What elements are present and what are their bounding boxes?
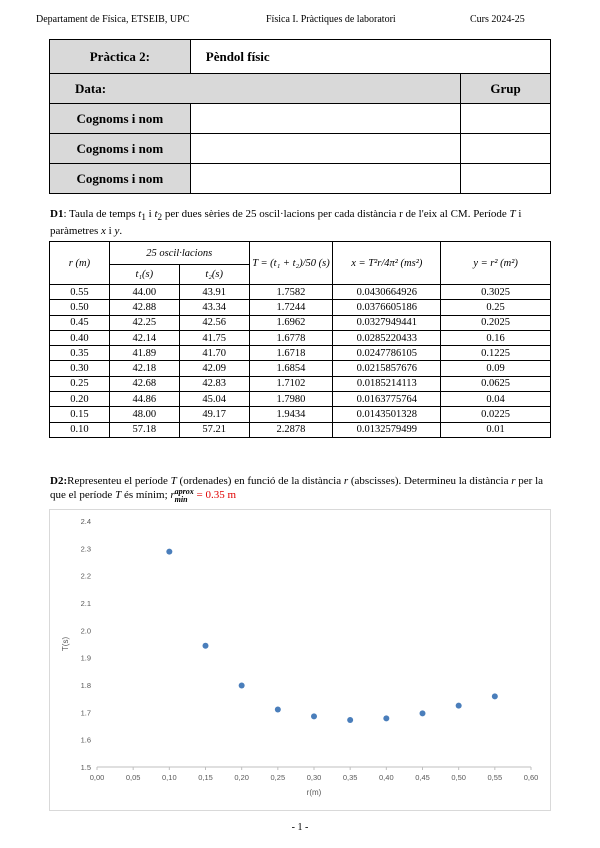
table-row [50,346,551,361]
x-tick-label: 0,05 [125,773,141,782]
table-row [50,422,551,437]
data-point [239,683,245,689]
table-row [50,285,551,300]
x-tick-label: 0,15 [198,773,213,782]
x-tick-label: 0,50 [451,773,466,782]
cell-y: 0.0625 [441,376,551,391]
x-tick-label: 0,25 [270,773,286,782]
cell-r: 0.35 [50,346,110,361]
name-label: Cognoms i nom [50,134,191,164]
group-label: Grup [461,74,551,104]
cell-t2: 43.91 [179,285,249,300]
cell-t1: 42.14 [109,330,179,345]
cell-t1: 42.18 [109,361,179,376]
cell-y: 0.25 [441,300,551,315]
cell-r: 0.20 [50,392,110,407]
col-x-header: x = T²r/4π² (ms²) [333,242,441,285]
cell-r: 0.50 [50,300,110,315]
y-tick-label: 1.8 [80,681,91,690]
cell-t1: 48.00 [109,407,179,422]
cell-period: 1.7102 [249,376,333,391]
data-point [383,715,389,721]
cell-x: 0.0215857676 [333,361,441,376]
y-tick-label: 1.7 [80,708,91,718]
table-row [50,361,551,376]
cell-r: 0.40 [50,330,110,345]
cell-t1: 42.88 [109,300,179,315]
cell-y: 0.2025 [441,315,551,330]
d2-statement: D2:Representeu el període T (ordenades) en funció de la distància r (abscisses). Determineu la distància r per la que el període T és mínim; raprox min = 0.35 m [50,475,544,504]
cell-y: 0.16 [441,330,551,345]
header-department: Departament de Física, ETSEIB, UPC [36,14,190,25]
col-t2-header: t₂(s) [179,265,249,285]
header-year: Curs 2024-25 [470,14,525,25]
table-row [50,392,551,407]
cell-t2: 57.21 [179,422,249,437]
page-number: - 1 - [291,822,309,833]
data-point [275,707,281,713]
x-tick-label: 0,00 [89,773,105,782]
cell-period: 1.7980 [249,392,333,407]
cell-t1: 41.89 [109,346,179,361]
data-point [492,693,498,699]
x-tick-label: 0,45 [415,773,430,782]
rmin-answer: 0.35 m [205,489,237,501]
cell-period: 2.2878 [249,422,333,437]
cell-t2: 43.34 [179,300,249,315]
practice-name: Pèndol físic [190,40,550,74]
cell-r: 0.10 [50,422,110,437]
data-point [420,710,426,716]
table-row [50,315,551,330]
table-row [50,300,551,315]
x-tick-label: 0,20 [234,773,249,782]
cell-period: 1.6962 [249,315,333,330]
cell-t2: 45.04 [179,392,249,407]
cell-r: 0.55 [50,285,110,300]
cell-x: 0.0163775764 [333,392,441,407]
y-tick-label: 1.6 [80,735,91,745]
cell-x: 0.0247786105 [333,346,441,361]
name-field[interactable] [190,134,460,164]
x-axis-title: r(m) [306,788,322,797]
y-tick-label: 1.9 [80,653,91,663]
cell-x: 0.0143501328 [333,407,441,422]
name-field[interactable] [190,104,460,134]
data-point [456,703,462,709]
cell-r: 0.15 [50,407,110,422]
info-table [49,39,551,194]
d1-statement: D1: Taula de temps $t_1$ i $t_2$ per dues sèries de 25 oscil·lacions per cada distància r de l'eix al CM. Període T i paràmetres x i y. [50,208,522,238]
cell-x: 0.0285220433 [333,330,441,345]
cell-t1: 44.86 [109,392,179,407]
cell-t2: 42.83 [179,376,249,391]
cell-t2: 42.56 [179,315,249,330]
cell-y: 0.1225 [441,346,551,361]
cell-period: 1.6854 [249,361,333,376]
y-tick-label: 2.0 [80,626,91,636]
cell-r: 0.25 [50,376,110,391]
cell-t2: 42.09 [179,361,249,376]
cell-y: 0.0225 [441,407,551,422]
name-field[interactable] [190,164,460,194]
data-table [49,241,551,438]
cell-t1: 42.68 [109,376,179,391]
col-r-header: r (m) [50,242,110,285]
cell-period: 1.7244 [249,300,333,315]
x-tick-label: 0,60 [523,773,539,782]
y-tick-label: 2.3 [80,544,91,554]
x-tick-label: 0,55 [487,773,503,782]
chart-svg [50,510,550,810]
y-tick-label: 2.2 [80,571,91,581]
cell-period: 1.7582 [249,285,333,300]
cell-t1: 42.25 [109,315,179,330]
cell-y: 0.3025 [441,285,551,300]
y-tick-label: 2.4 [80,517,91,526]
cell-t2: 41.75 [179,330,249,345]
name-label: Cognoms i nom [50,104,191,134]
cell-r: 0.45 [50,315,110,330]
x-tick-label: 0,30 [306,773,322,782]
data-point [347,717,353,723]
cell-x: 0.0430664926 [333,285,441,300]
cell-x: 0.0185214113 [333,376,441,391]
cell-x: 0.0132579499 [333,422,441,437]
data-point [166,549,172,555]
x-tick-label: 0,35 [342,773,358,782]
table-row [50,376,551,391]
cell-y: 0.01 [441,422,551,437]
cell-t1: 57.18 [109,422,179,437]
table-row [50,407,551,422]
table-row [50,330,551,345]
cell-t2: 49.17 [179,407,249,422]
col-y-header: y = r² (m²) [441,242,551,285]
date-label: Data: [50,74,461,104]
cell-r: 0.30 [50,361,110,376]
cell-t1: 44.00 [109,285,179,300]
cell-y: 0.09 [441,361,551,376]
name-label: Cognoms i nom [50,164,191,194]
oscillations-header: 25 oscil·lacions [109,242,249,265]
y-axis-title: T(s) [61,636,70,652]
cell-t2: 41.70 [179,346,249,361]
cell-x: 0.0327949441 [333,315,441,330]
group-field[interactable] [461,134,551,164]
data-point [311,713,317,719]
period-vs-distance-chart [49,509,551,811]
cell-period: 1.6778 [249,330,333,345]
group-field[interactable] [461,104,551,134]
cell-y: 0.04 [441,392,551,407]
cell-period: 1.9434 [249,407,333,422]
col-t1-header: t₁(s) [109,265,179,285]
practice-label: Pràctica 2: [50,40,191,74]
data-point [203,643,209,649]
y-tick-label: 2.1 [80,599,91,608]
col-period-header: T = (t₁ + t₂)/50 (s) [249,242,333,285]
x-tick-label: 0,10 [162,773,177,782]
y-tick-label: 1.5 [80,763,91,772]
header-course-title: Física I. Pràctiques de laboratori [266,14,396,25]
x-tick-label: 0,40 [379,773,394,782]
group-field[interactable] [461,164,551,194]
cell-period: 1.6718 [249,346,333,361]
cell-x: 0.0376605186 [333,300,441,315]
